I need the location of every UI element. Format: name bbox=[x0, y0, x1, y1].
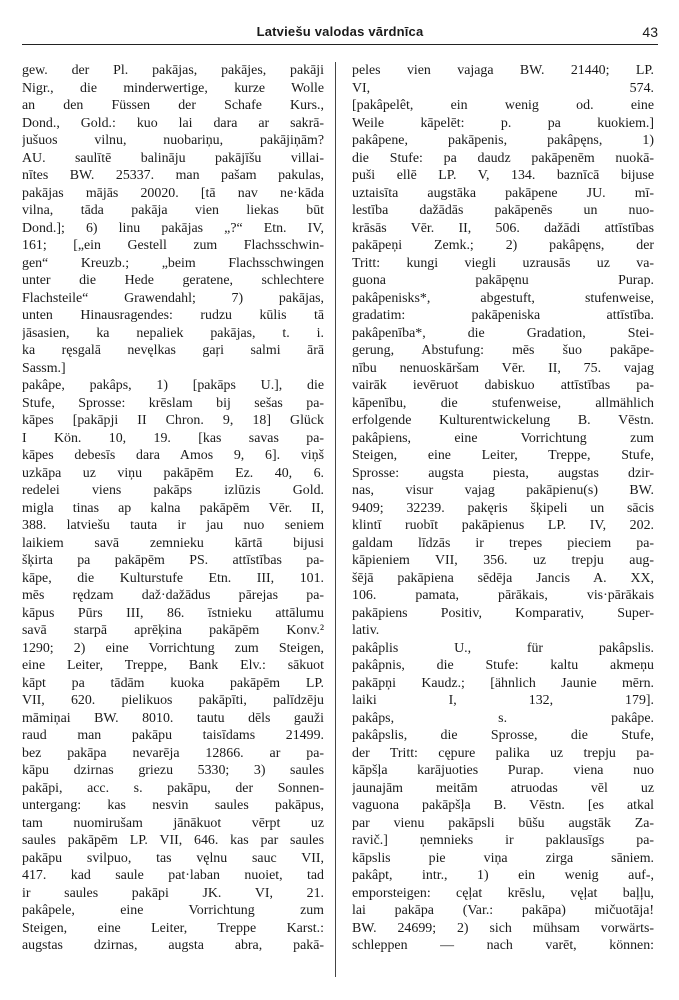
page-number: 43 bbox=[642, 24, 658, 40]
text-line: Stufe, Sprosse: krēslam bij sešas pa- bbox=[22, 395, 324, 411]
text-line: pakâplis U., für pakâpslis. bbox=[352, 640, 654, 656]
text-line: nas, visur vajag pakāpienu(s) BW. bbox=[352, 483, 654, 498]
text-line: ir saules pakāpi JK. VI, 21. bbox=[22, 885, 324, 901]
text-line: kāpus Pūrs III, 86. īstnieku attālumu bbox=[22, 605, 324, 621]
text-line: par vienu pakāpsli būšu augstāk Za- bbox=[352, 815, 654, 831]
text-line: jāsasien, ka nepaliek pakājas, t. i. bbox=[22, 325, 324, 341]
text-line: lestība dažādās pakāpenēs un nuo- bbox=[352, 203, 654, 218]
text-line: kāpu dzirnas griezu 5330; 3) saules bbox=[22, 763, 324, 778]
column-divider bbox=[335, 62, 336, 977]
text-line: kāpieniem VII, 356. uz trepju aug- bbox=[352, 553, 654, 568]
text-line: laikiem savā zemnieku kārtā bijusi bbox=[22, 535, 324, 551]
text-line: AU. saulītē balināju pakājīšu villai- bbox=[22, 150, 324, 166]
text-line: vaguona pakāpšļa B. Vēstn. [es atkal bbox=[352, 798, 654, 813]
text-line: 388. latviešu tauta ir jau nuo seniem bbox=[22, 518, 324, 533]
text-line: untergang: kas nesvin saules pakāpus, bbox=[22, 798, 324, 813]
text-line: 417. kad saule pat·laban nuoiet, tad bbox=[22, 868, 324, 883]
text-line: Dond.]; 6) linu pakājas „?“ Etn. IV, bbox=[22, 220, 324, 236]
text-line: emporsteigen: cęļat krēslu, vęļat baļļu, bbox=[352, 885, 654, 901]
text-line: BW. 24699; 2) sich mühsam vorwärts- bbox=[352, 920, 654, 936]
text-line: nītes BW. 25337. man pašam pakulas, bbox=[22, 168, 324, 183]
text-line: Steigen, eine Leiter, Treppe Karst.: bbox=[22, 920, 324, 936]
text-line: tam nuomirušam jānākuot vērpt uz bbox=[22, 815, 324, 831]
text-line: VII, 620. pielikuos pakāpīti, palīdzēju bbox=[22, 693, 324, 708]
text-line: galdam līdzās ir trepes pieciem pa- bbox=[352, 535, 654, 551]
text-line: jaunajām meitām atruodas vēl uz bbox=[352, 780, 654, 796]
text-line: pakāpeņi Zemk.; 2) pakâpęns, der bbox=[352, 238, 654, 253]
text-line: vairāk ievēruot dabiskuo attīstības pa- bbox=[352, 378, 654, 393]
text-line: pakāpi, acc. s. pakāpu, der Sonnen- bbox=[22, 780, 324, 796]
text-line: an den Füssen der Schafe Kurs., bbox=[22, 98, 324, 113]
text-line: unter die Hede geratene, schlechtere bbox=[22, 273, 324, 288]
text-line: VI, 574. bbox=[352, 80, 654, 96]
text-line: saules pakāpēm LP. VII, 646. kas par saules bbox=[22, 833, 324, 848]
text-line: mēs rędzam daž·dažādus pārejas pa- bbox=[22, 588, 324, 603]
text-line: kāpenību, die stufenweise, allmählich bbox=[352, 395, 654, 411]
text-line: pakāpņi Kaudz.; [ähnlich Jaunie mērn. bbox=[352, 675, 654, 691]
text-line: Sprosse: augsta piesta, augstas dzir- bbox=[352, 465, 654, 481]
text-line: schleppen — nach varēt, können: bbox=[352, 938, 654, 953]
text-line: die Stufe: pa daudz pakāpenēm nuokā- bbox=[352, 150, 654, 166]
text-line: vilna, tāda pakāja vien liekas būt bbox=[22, 203, 324, 218]
page-header bbox=[22, 22, 658, 45]
text-line: migla tinas ap kalna pakāpēm Vēr. II, bbox=[22, 500, 324, 516]
text-line: kāpšļa karājuoties Purap. viena nuo bbox=[352, 763, 654, 778]
text-line: eine Leiter, Treppe, Bank Elv.: sākuot bbox=[22, 658, 324, 673]
text-line: Tritt: kungi viegli uzrausās uz va- bbox=[352, 255, 654, 271]
text-line: gradatim: pakāpeniska attīstība. bbox=[352, 308, 654, 323]
text-line: Dond., Gold.: kuo lai dara ar sakrā- bbox=[22, 115, 324, 131]
text-line: ka ręsgalā nevęlkas gaŗi salmi ārā bbox=[22, 343, 324, 358]
text-line: pakâpenība*, die Gradation, Stei- bbox=[352, 325, 654, 341]
text-line: pakâpiens, eine Vorrichtung zum bbox=[352, 430, 654, 446]
text-line: peles vien vajaga BW. 21440; LP. bbox=[352, 63, 654, 78]
text-line: laiki I, 132, 179]. bbox=[352, 693, 654, 708]
text-line: krāsās Vēr. II, 506. dažādi attīstības bbox=[352, 220, 654, 236]
text-line: lativ. bbox=[352, 623, 380, 638]
text-line: 106. pamata, pārākais, vis·pārākais bbox=[352, 588, 654, 603]
text-line: redelei viens pakāps izlūzis Gold. bbox=[22, 483, 324, 498]
text-line: pakâps, s. pakâpe. bbox=[352, 710, 654, 726]
text-line: kāpe, die Kulturstufe Etn. III, 101. bbox=[22, 570, 324, 586]
text-line: kāpt pa tādām kuoka pakāpēm LP. bbox=[22, 675, 324, 691]
text-line: Sassm.] bbox=[22, 360, 66, 376]
text-line: 161; [„ein Gestell zum Flachsschwin- bbox=[22, 238, 324, 253]
text-line: 9409; 32239. pakęris šķipeli un sācis bbox=[352, 500, 654, 516]
text-line: unten Hinausragendes: rudzu kūlis tā bbox=[22, 308, 324, 323]
text-line: bez pakāpa nevarēja 12866. ar pa- bbox=[22, 745, 324, 761]
text-line: pakāpiens Positiv, Komparativ, Super- bbox=[352, 605, 654, 621]
text-line: puši ellē LP. V, 134. baznīcā bijuse bbox=[352, 168, 654, 183]
text-line: šējā pakāpiena sēdēja Jancis A. XX, bbox=[352, 570, 654, 586]
text-line: savā starpā aprēķina pakāpēm Konv.² bbox=[22, 623, 324, 638]
text-line: klintī ruobīt pakāpienus LP. IV, 202. bbox=[352, 518, 654, 533]
text-line: pakâpene, pakāpenis, pakâpęns, 1) bbox=[352, 133, 654, 148]
text-line: kāpslis pie viņa zirga sāniem. bbox=[352, 850, 654, 866]
text-line: nību nenuoskāršam Vēr. II, 75. vajag bbox=[352, 360, 654, 376]
text-line: Weile kāpelēt: p. pa kuokiem.] bbox=[352, 115, 654, 131]
text-line: 1290; 2) eine Vorrichtung zum Steigen, bbox=[22, 640, 324, 656]
text-line: erfolgende Kulturentwickelung B. Vēstn. bbox=[352, 413, 654, 428]
text-line: pakâpenisks*, abgestuft, stufenweise, bbox=[352, 290, 654, 306]
text-line: pakājas mājās 20020. [tā nav ne·kāda bbox=[22, 185, 324, 201]
left-column bbox=[22, 62, 324, 955]
text-line: uztaisīta augstāka pakāpene JU. mī- bbox=[352, 185, 654, 201]
text-line: pakâpnis, die Stufe: kaltu akmeņu bbox=[352, 658, 654, 673]
text-line: pakâpslis, die Sprosse, die Stufe, bbox=[352, 728, 654, 743]
text-line: pakāpu svilpuo, tas vęlnu sauc VII, bbox=[22, 850, 324, 866]
text-line: augstas dzirnas, augsta abra, pakā- bbox=[22, 938, 324, 953]
text-line: gerung, Abstufung: mēs šuo pakāpe- bbox=[352, 343, 654, 358]
text-line: uzkāpa uz viņu pakāpēm Ez. 40, 6. bbox=[22, 465, 324, 481]
text-line: šķirta pa pakāpēm PS. attīstības pa- bbox=[22, 553, 324, 568]
text-line: I Kön. 10, 19. [kas savas pa- bbox=[22, 430, 324, 446]
text-line: jušuos vilnu, nuobariņu, pakājiņām? bbox=[22, 133, 324, 148]
text-line: [pakâpelêt, ein wenig od. eine bbox=[352, 98, 654, 113]
text-line: pakâpele, eine Vorrichtung zum bbox=[22, 903, 324, 918]
text-line: der Tritt: cępure palika uz trepju pa- bbox=[352, 745, 654, 761]
text-line: pakâpt, intr., 1) ein wenig auf-, bbox=[352, 868, 654, 883]
text-line: Flachsteile“ Grawendahl; 7) pakājas, bbox=[22, 290, 324, 306]
text-line: ravič.] ņemnieks ir paklausīgs pa- bbox=[352, 833, 654, 848]
text-line: kāpes [pakāpji II Chron. 9, 18] Glück bbox=[22, 413, 324, 428]
right-column bbox=[352, 62, 654, 955]
text-line: lai pakāpa (Var.: pakāpa) mičuotāja! bbox=[352, 903, 654, 918]
text-line: guona pakāpęnu Purap. bbox=[352, 273, 654, 288]
text-line: raud man pakāpu taisīdams 21499. bbox=[22, 728, 324, 743]
dictionary-title: Latviešu valodas vārdnīca bbox=[256, 24, 424, 39]
text-line: pakâpe, pakâps, 1) [pakāps U.], die bbox=[22, 378, 324, 393]
text-line: māmiņai BW. 8010. tautu dēls gauži bbox=[22, 710, 324, 726]
text-line: gew. der Pl. pakājas, pakājes, pakāji bbox=[22, 63, 324, 78]
text-line: kāpes debesīs dara Amos 9, 6]. viņš bbox=[22, 448, 324, 463]
text-line: Nigr., die minderwertige, kurze Wolle bbox=[22, 80, 324, 96]
text-line: Steigen, eine Leiter, Treppe, Stufe, bbox=[352, 448, 654, 463]
text-line: gen“ Kreuzb.; „beim Flachsschwingen bbox=[22, 255, 324, 271]
